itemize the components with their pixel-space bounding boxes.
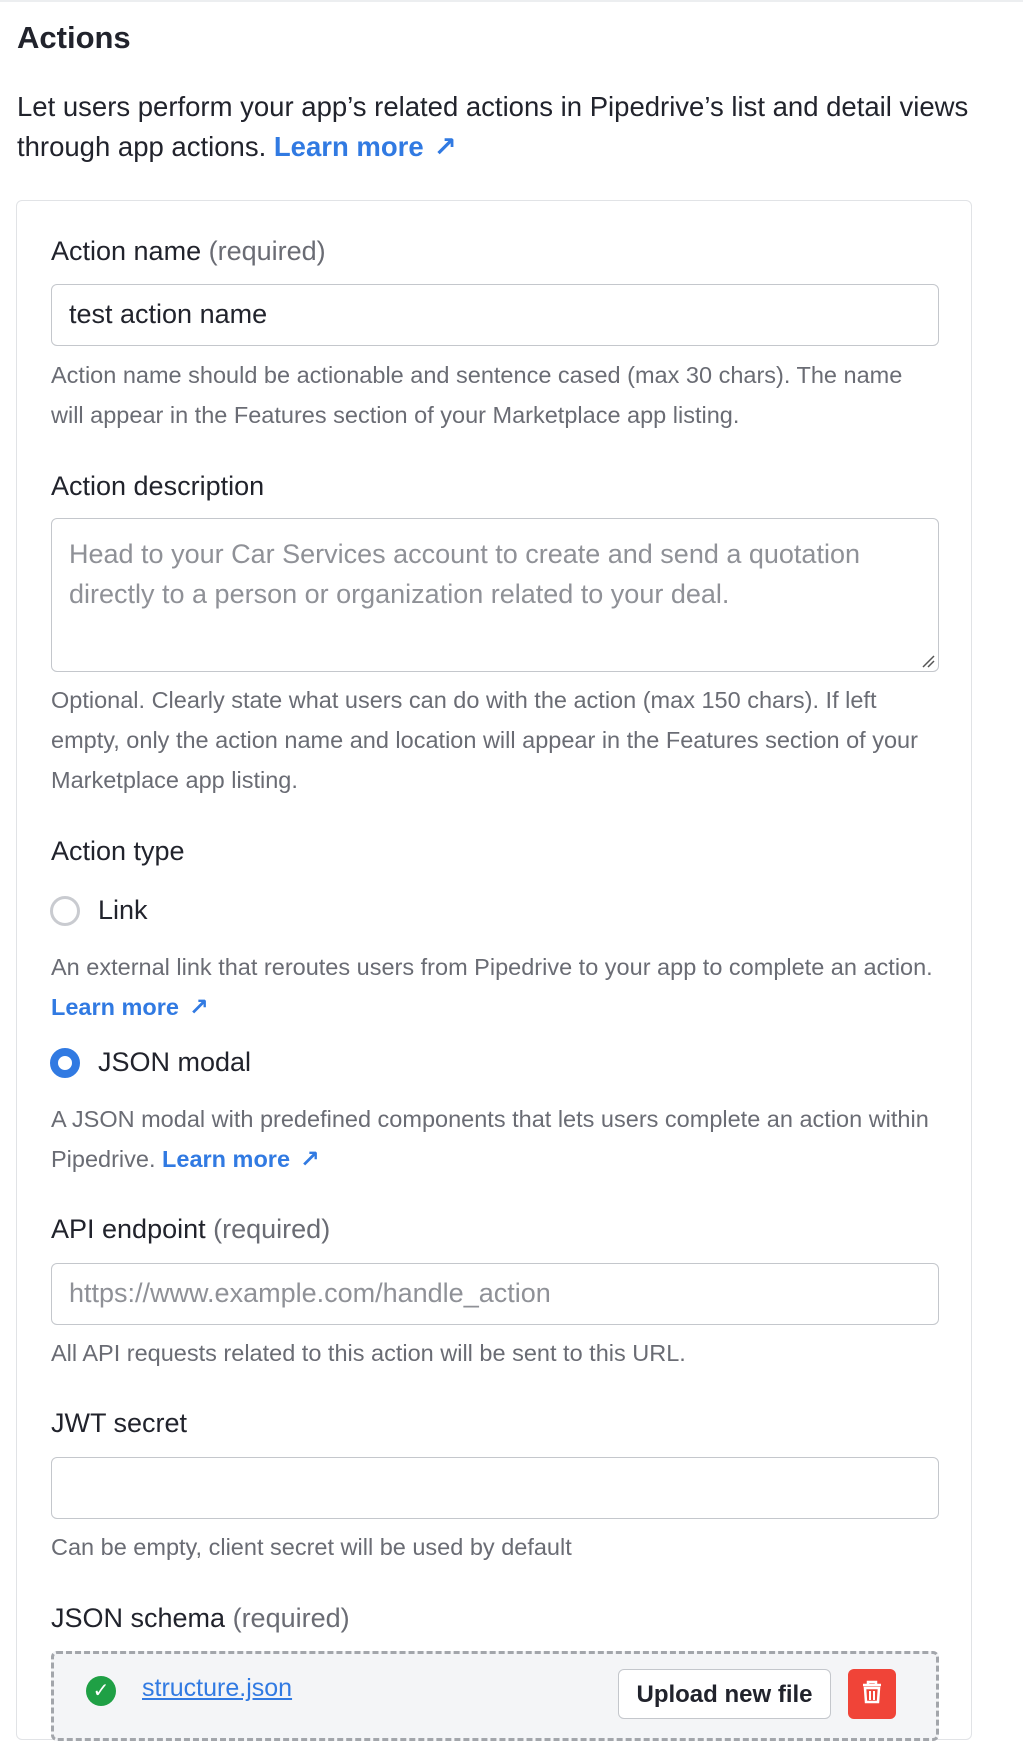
external-link-icon: ↗ [433,131,457,162]
api-endpoint-input[interactable]: https://www.example.com/handle_action [51,1263,939,1325]
top-divider [0,0,1023,2]
json-schema-label: JSON schema (required) [51,1603,350,1633]
external-link-icon: ↗ [300,1146,320,1172]
section-title: Actions [17,20,131,55]
external-link-icon: ↗ [189,994,209,1020]
action-name-help: Action name should be actionable and sentence cased (max 30 chars). The name will appear in the Features section of your Marketplace app listing. [51,362,903,428]
action-description-help: Optional. Clearly state what users can do with the action (max 150 chars). If left empty, only the action name and location will appear in the Features section of your Marketplace app listing. [51,687,918,793]
radio-link-label[interactable]: Link [98,895,148,925]
action-description-textarea[interactable]: Head to your Car Services account to create and send a quotation directly to a person or organization related to your deal. [51,518,939,672]
radio-json-modal[interactable] [50,1048,80,1078]
resize-handle-icon[interactable] [921,654,935,668]
action-type-label: Action type [51,836,185,866]
json-modal-learn-more[interactable]: Learn more ↗ [162,1146,320,1172]
learn-more-link[interactable]: Learn more ↗ [274,131,457,162]
action-name-input[interactable]: test action name [51,284,939,346]
json-modal-help: A JSON modal with predefined components that lets users complete an action within Pipedrive. Learn more ↗ [51,1099,941,1179]
jwt-secret-label: JWT secret [51,1408,188,1438]
section-intro: Let users perform your app’s related actions in Pipedrive’s list and detail views through app actions. Learn more ↗ [17,87,977,167]
jwt-secret-input[interactable] [51,1457,939,1519]
upload-new-file-button[interactable]: Upload new file [618,1669,831,1719]
delete-file-button[interactable] [848,1669,896,1719]
link-help: An external link that reroutes users from Pipedrive to your app to complete an action. Learn more ↗ [51,947,941,1027]
uploaded-file-link[interactable]: structure.json [142,1674,293,1702]
radio-link[interactable] [50,896,80,926]
link-learn-more[interactable]: Learn more ↗ [51,994,209,1020]
jwt-secret-help: Can be empty, client secret will be used by default [51,1534,572,1560]
trash-icon [848,1669,896,1719]
action-description-label: Action description [51,471,265,501]
api-endpoint-help: All API requests related to this action will be sent to this URL. [51,1340,686,1366]
check-circle-icon: ✓ [86,1676,116,1706]
radio-json-modal-label[interactable]: JSON modal [98,1047,252,1077]
api-endpoint-label: API endpoint (required) [51,1214,331,1244]
action-name-label: Action name (required) [51,236,326,266]
